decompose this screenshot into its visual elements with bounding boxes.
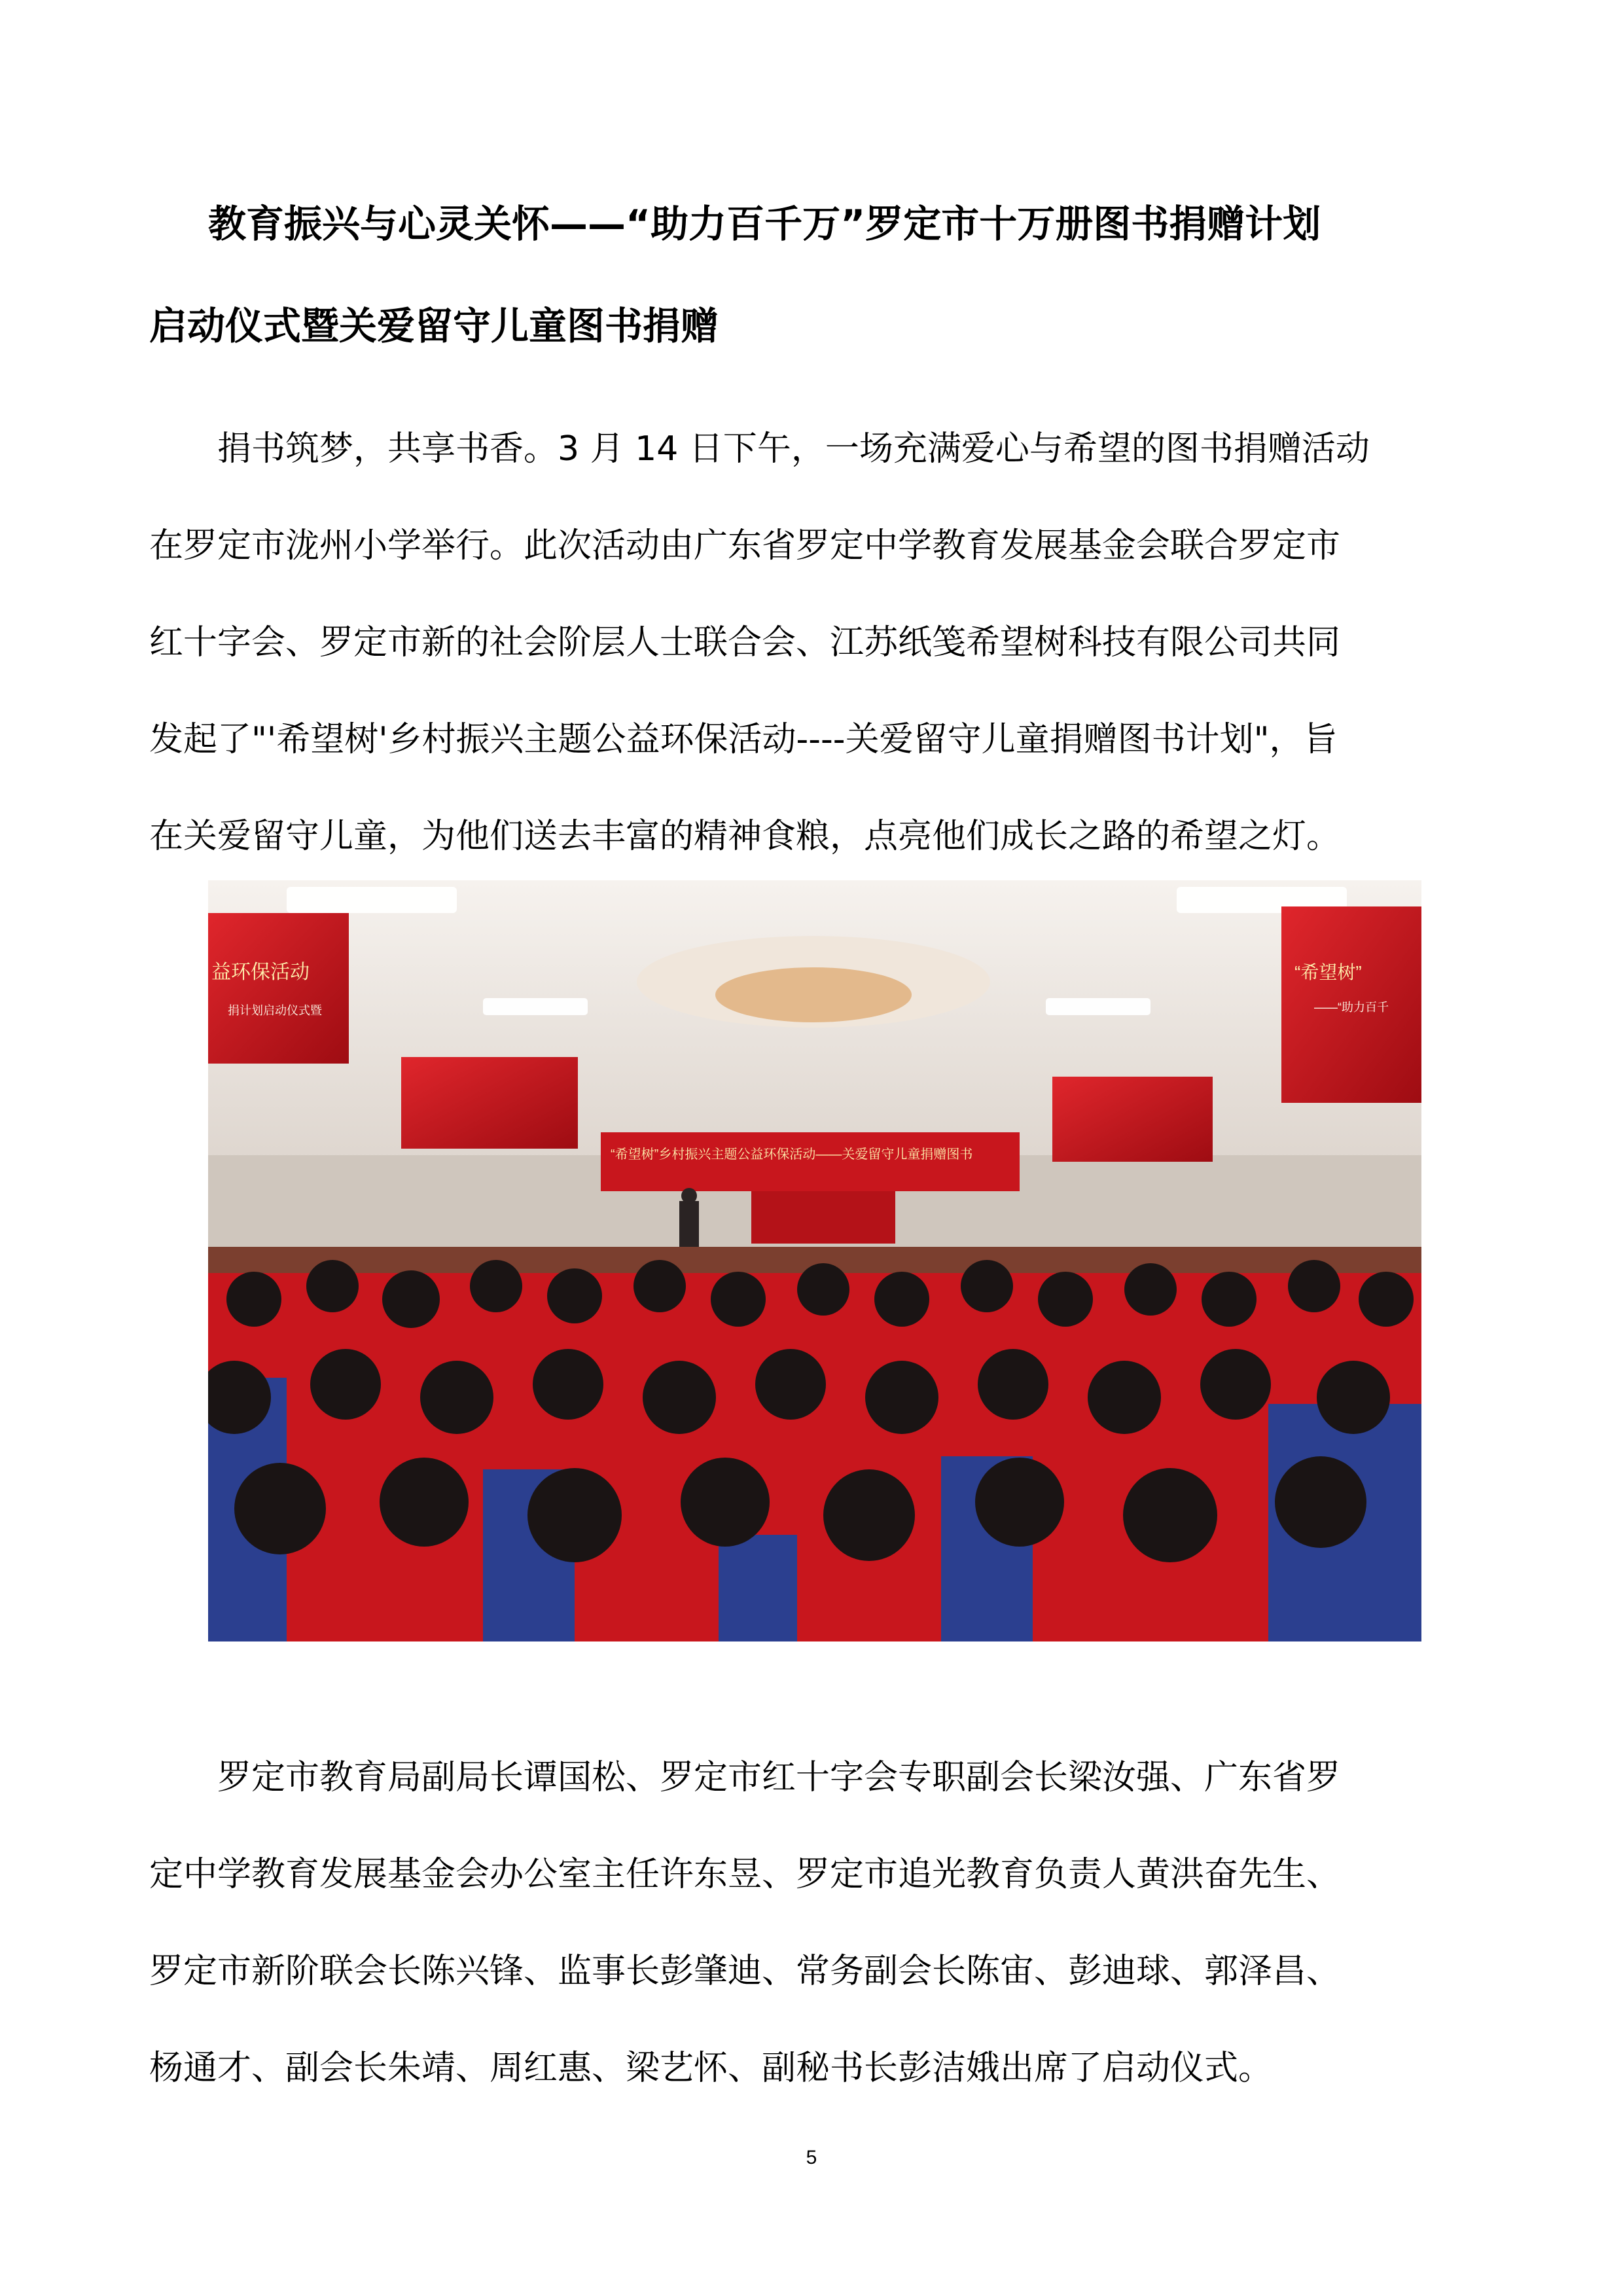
paragraph-line: 发起了"'希望树'乡村振兴主题公益环保活动----关爱留守儿童捐赠图书计划"，旨 [149,720,1338,759]
screen-left-text: 益环保活动 [211,961,310,983]
paragraph-line: 罗定市新阶联会长陈兴锋、监事长彭肇迪、常务副会长陈宙、彭迪球、郭泽昌、 [149,1952,1341,1991]
title-line-1: 教育振兴与心灵关怀——“助力百千万”罗定市十万册图书捐赠计划 [208,202,1321,246]
event-photo-illustration [208,880,1421,1641]
paragraph-line: 罗定市教育局副局长谭国松、罗定市红十字会专职副会长梁汝强、广东省罗 [217,1758,1341,1797]
paragraph-attendees [149,1729,1484,2117]
screen-right-text: “希望树” [1294,962,1362,982]
screen-left-subtext: 捐计划启动仪式暨 [228,1004,322,1017]
paragraph-line: 定中学教育发展基金会办公室主任许东昱、罗定市追光教育负责人黄洪奋先生、 [149,1855,1341,1894]
paragraph-line: 捐书筑梦，共享书香。3 月 14 日下午，一场充满爱心与希望的图书捐赠活动 [217,429,1370,469]
page-number: 5 [806,2147,817,2168]
paragraph-line: 在关爱留守儿童，为他们送去丰富的精神食粮，点亮他们成长之路的希望之灯。 [149,817,1341,856]
title-line-2: 启动仪式暨关爱留守儿童图书捐赠 [149,304,719,348]
event-photo [208,880,1421,1641]
audience [208,1260,1421,1641]
paragraph-line: 杨通才、副会长朱靖、周红惠、梁艺怀、副秘书长彭洁娥出席了启动仪式。 [149,2049,1273,2088]
paragraph-line: 红十字会、罗定市新的社会阶层人士联合会、江苏纸笺希望树科技有限公司共同 [149,623,1341,662]
stage-banner-text: “希望树”乡村振兴主题公益环保活动——关爱留守儿童捐赠图书 [611,1147,973,1162]
paragraph-intro [149,401,1484,885]
paragraph-line: 在罗定市泷州小学举行。此次活动由广东省罗定中学教育发展基金会联合罗定市 [149,526,1341,565]
screen-right-subtext: ——“助力百千 [1314,1001,1389,1014]
